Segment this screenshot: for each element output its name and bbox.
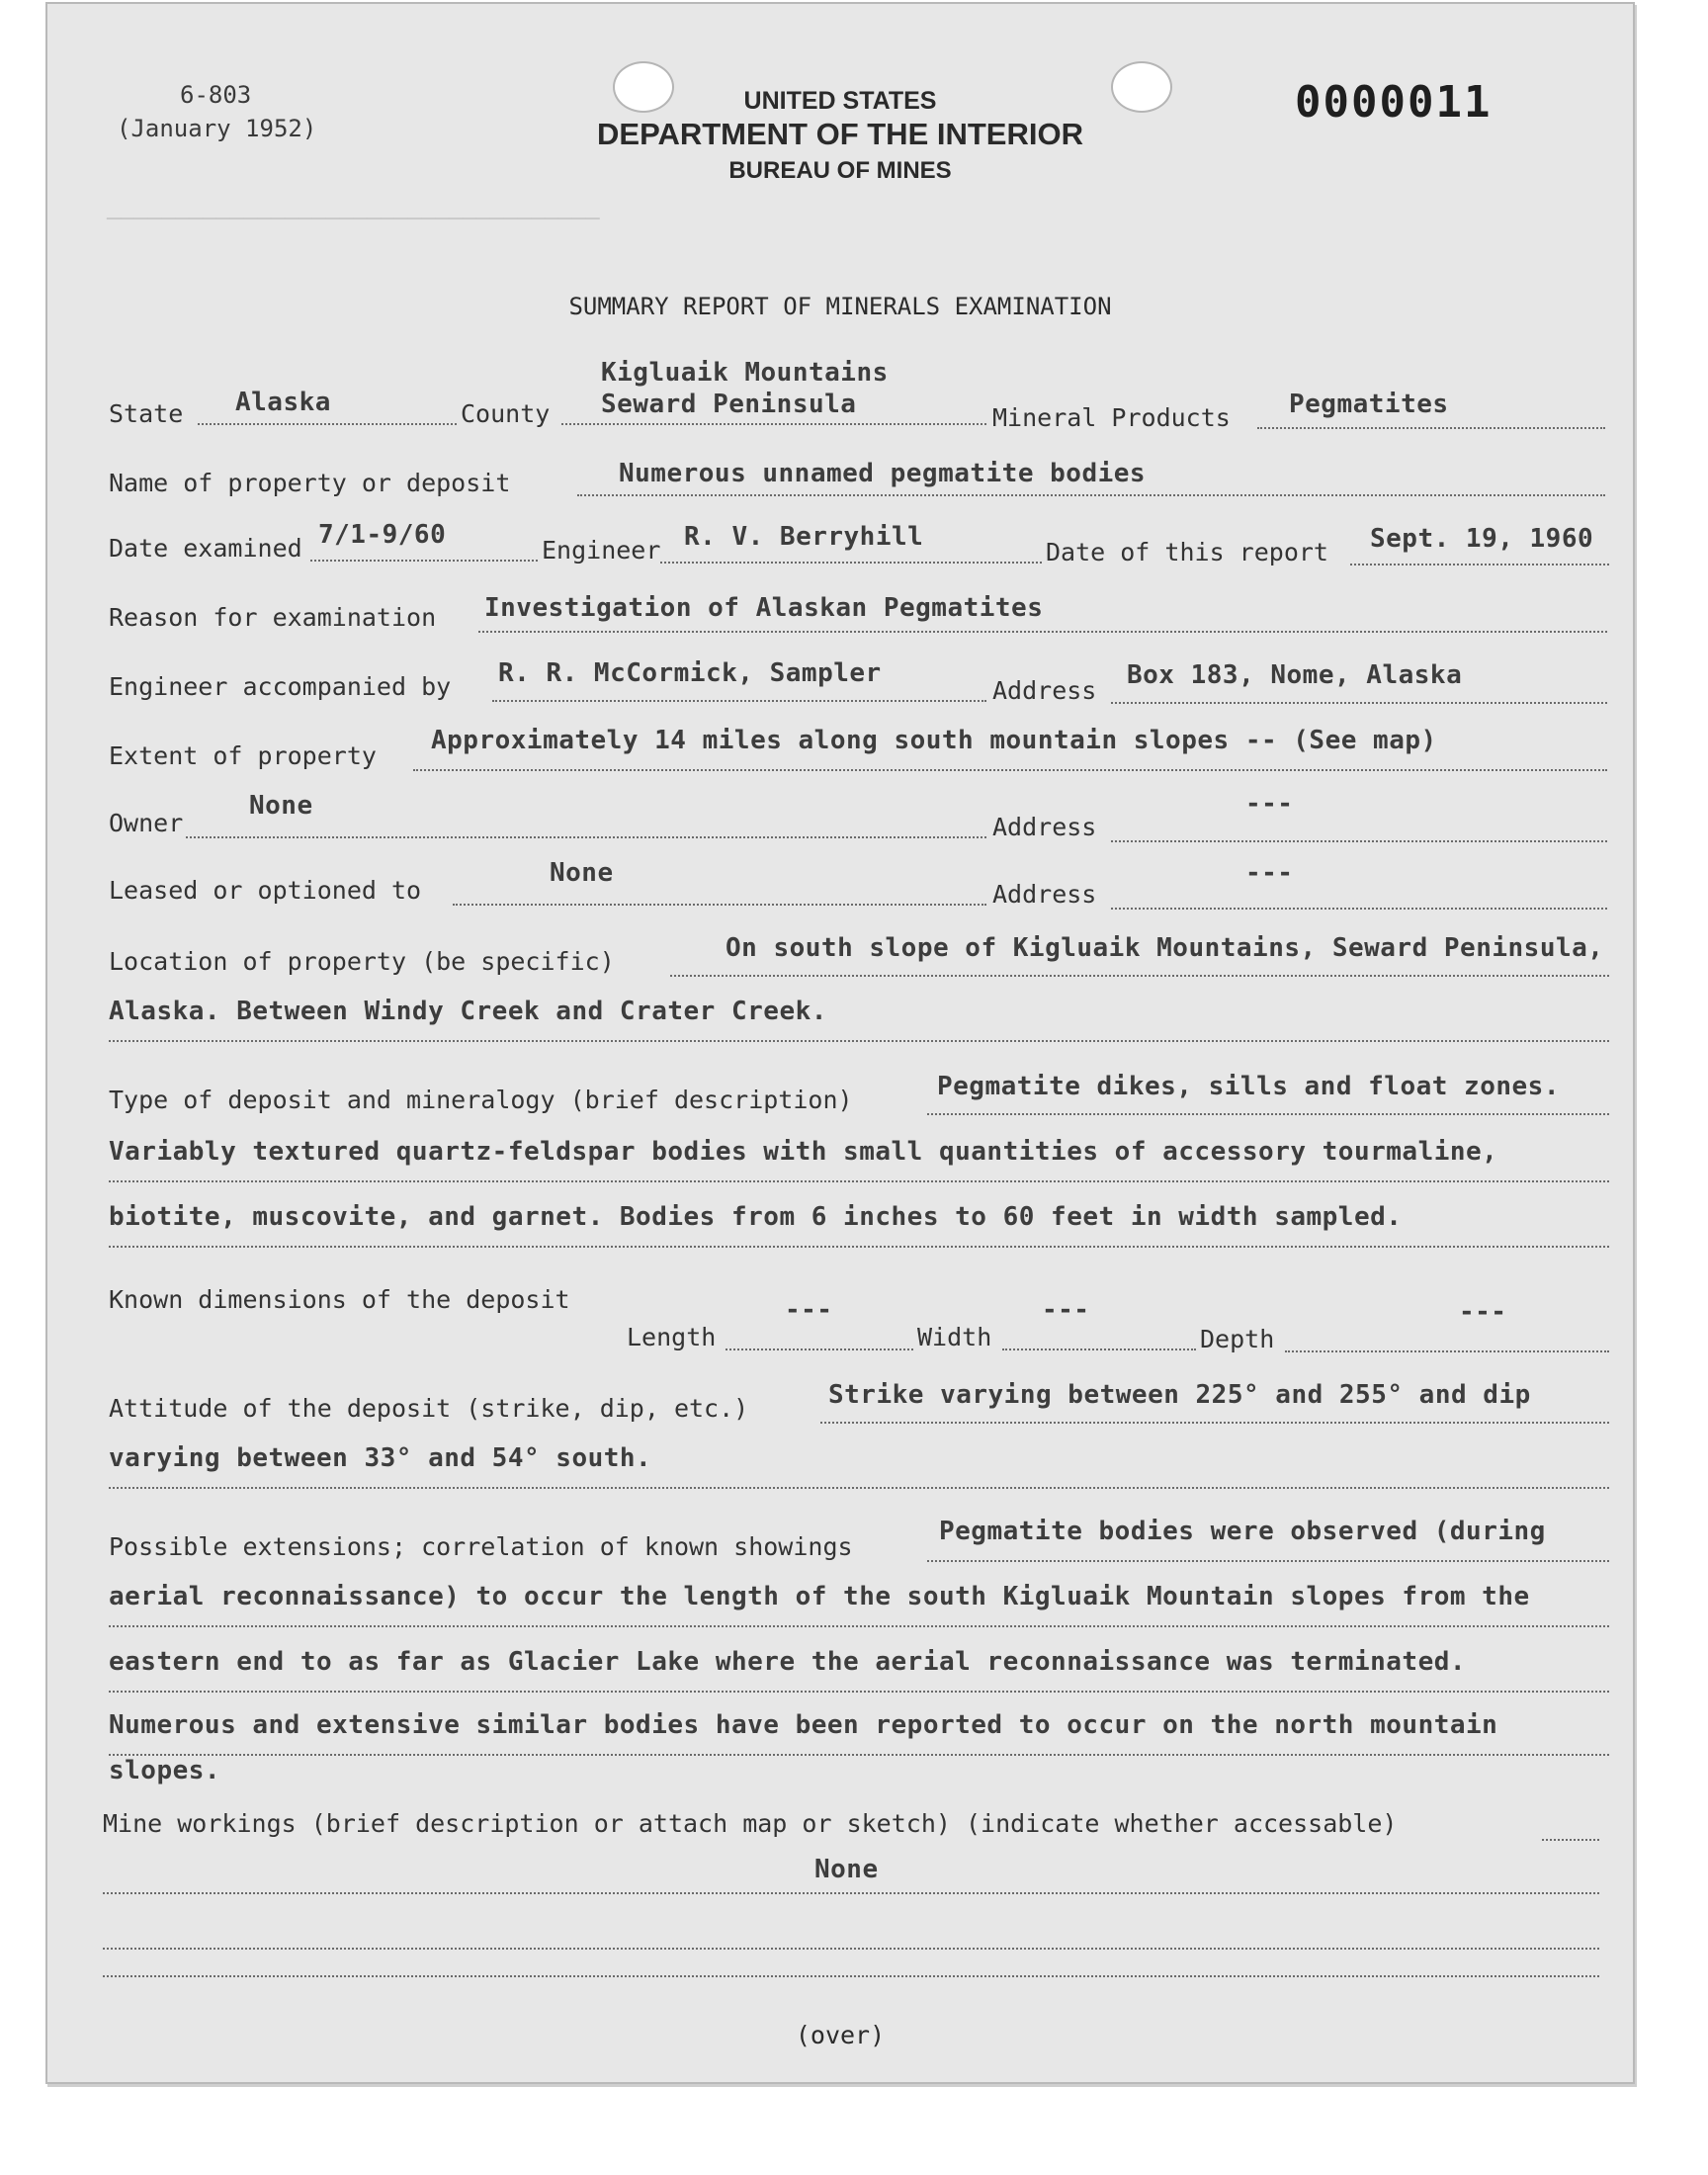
date-of-report-label: Date of this report (1046, 538, 1328, 566)
date-of-report-line (1350, 564, 1609, 566)
mine-workings-line-3 (103, 1975, 1599, 1977)
known-dimensions-label: Known dimensions of the deposit (109, 1285, 570, 1314)
reason-value: Investigation of Alaskan Pegmatites (484, 593, 1044, 623)
extensions-value-line-5: slopes. (109, 1756, 221, 1785)
depth-label: Depth (1200, 1325, 1275, 1353)
leased-label: Leased or optioned to (109, 876, 422, 905)
page-footer-over: (over) (795, 2021, 886, 2049)
extensions-line-4 (109, 1754, 1609, 1756)
location-line-1 (670, 975, 1609, 977)
bleed-through-texture: ──────────────────────────────────── (107, 207, 600, 232)
extent-label: Extent of property (109, 741, 377, 770)
form-code: 6-803 (180, 81, 252, 109)
engineer-value: R. V. Berryhill (684, 522, 924, 552)
width-line (1002, 1348, 1196, 1350)
mineral-products-line (1257, 427, 1605, 429)
accompanied-by-line (492, 700, 986, 702)
accompanied-address-label: Address (992, 676, 1097, 705)
engineer-line (660, 562, 1042, 564)
length-label: Length (627, 1323, 717, 1351)
attitude-value-line-2: varying between 33° and 54° south. (109, 1443, 652, 1473)
accompanied-by-value: R. R. McCormick, Sampler (498, 658, 882, 688)
reason-label: Reason for examination (109, 603, 437, 632)
mine-workings-label: Mine workings (brief description or attach map or sketch) (indicate whether accessable) (103, 1809, 1398, 1838)
mineral-products-label: Mineral Products (992, 403, 1231, 432)
state-value: Alaska (235, 388, 331, 417)
attitude-line-1 (820, 1422, 1609, 1424)
location-line-2 (109, 1040, 1609, 1042)
date-examined-line (310, 560, 538, 562)
extensions-line-1 (927, 1560, 1609, 1562)
engineer-label: Engineer (542, 536, 661, 565)
county-value-line-1: Kigluaik Mountains (601, 358, 889, 388)
name-of-property-line (577, 494, 1605, 496)
county-value-line-2: Seward Peninsula (601, 390, 857, 419)
leased-value: None (550, 858, 614, 888)
date-examined-value: 7/1-9/60 (318, 520, 447, 550)
attitude-line-2 (109, 1487, 1609, 1489)
mine-workings-line-2 (103, 1948, 1599, 1950)
accompanied-address-value: Box 183, Nome, Alaska (1127, 660, 1463, 690)
attitude-value-line-1: Strike varying between 225° and 255° and dip (828, 1380, 1531, 1410)
agency-line-3: BUREAU OF MINES (728, 157, 952, 184)
owner-address-value: --- (1245, 789, 1294, 819)
accompanied-address-line (1111, 702, 1607, 704)
date-examined-label: Date examined (109, 534, 302, 563)
length-value: --- (785, 1295, 833, 1325)
depth-value: --- (1459, 1297, 1507, 1327)
extensions-value-line-3: eastern end to as far as Glacier Lake where the aerial reconnaissance was terminated. (109, 1647, 1467, 1677)
county-line (561, 423, 986, 425)
location-value-line-2: Alaska. Between Windy Creek and Crater Creek. (109, 997, 827, 1026)
form-edition: (January 1952) (117, 115, 317, 142)
mineral-products-value: Pegmatites (1289, 390, 1449, 419)
state-label: State (109, 399, 184, 428)
owner-value: None (249, 791, 313, 821)
extensions-line-2 (109, 1625, 1609, 1627)
name-of-property-label: Name of property or deposit (109, 469, 511, 497)
length-line (726, 1348, 913, 1350)
leased-address-value: --- (1245, 858, 1294, 888)
leased-line (453, 904, 986, 906)
agency-line-2: DEPARTMENT OF THE INTERIOR (597, 117, 1083, 151)
location-value-line-1: On south slope of Kigluaik Mountains, Seward Peninsula, (726, 933, 1604, 963)
agency-line-1: UNITED STATES (743, 87, 937, 115)
state-line (198, 423, 457, 425)
type-line-3 (109, 1246, 1609, 1248)
date-of-report-value: Sept. 19, 1960 (1370, 524, 1594, 554)
owner-address-label: Address (992, 813, 1097, 841)
depth-line (1285, 1350, 1609, 1352)
attitude-label: Attitude of the deposit (strike, dip, etc.) (109, 1394, 749, 1423)
type-line-1 (927, 1113, 1609, 1115)
location-label: Location of property (be specific) (109, 947, 615, 976)
leased-address-line (1111, 908, 1607, 910)
serial-number: 0000011 (1295, 77, 1493, 128)
reason-line (478, 631, 1607, 633)
report-page (45, 2, 1635, 2084)
extent-value: Approximately 14 miles along south mountain slopes -- (See map) (431, 726, 1437, 755)
leased-address-label: Address (992, 880, 1097, 909)
extensions-value-line-1: Pegmatite bodies were observed (during (939, 1517, 1546, 1546)
type-of-deposit-label: Type of deposit and mineralogy (brief description) (109, 1086, 853, 1114)
mine-workings-value: None (814, 1855, 879, 1884)
type-value-line-2: Variably textured quartz-feldspar bodies with small quantities of accessory tourmaline, (109, 1137, 1498, 1167)
type-line-2 (109, 1180, 1609, 1182)
extent-line (413, 769, 1607, 771)
county-label: County (461, 399, 551, 428)
accompanied-by-label: Engineer accompanied by (109, 672, 452, 701)
report-title: SUMMARY REPORT OF MINERALS EXAMINATION (568, 293, 1112, 320)
extensions-value-line-2: aerial reconnaissance) to occur the length of the south Kigluaik Mountain slopes from the (109, 1582, 1530, 1611)
name-of-property-value: Numerous unnamed pegmatite bodies (619, 459, 1147, 488)
owner-address-line (1111, 840, 1607, 842)
owner-label: Owner (109, 809, 184, 837)
type-value-line-1: Pegmatite dikes, sills and float zones. (937, 1072, 1560, 1101)
type-value-line-3: biotite, muscovite, and garnet. Bodies from 6 inches to 60 feet in width sampled. (109, 1202, 1403, 1232)
extensions-line-3 (109, 1691, 1609, 1693)
width-label: Width (917, 1323, 992, 1351)
mine-workings-leader (1542, 1839, 1599, 1841)
mine-workings-line-1 (103, 1892, 1599, 1894)
width-value: --- (1042, 1295, 1090, 1325)
extensions-value-line-4: Numerous and extensive similar bodies have been reported to occur on the north mountain (109, 1710, 1498, 1740)
extensions-label: Possible extensions; correlation of known showings (109, 1532, 853, 1561)
owner-line (186, 836, 986, 838)
